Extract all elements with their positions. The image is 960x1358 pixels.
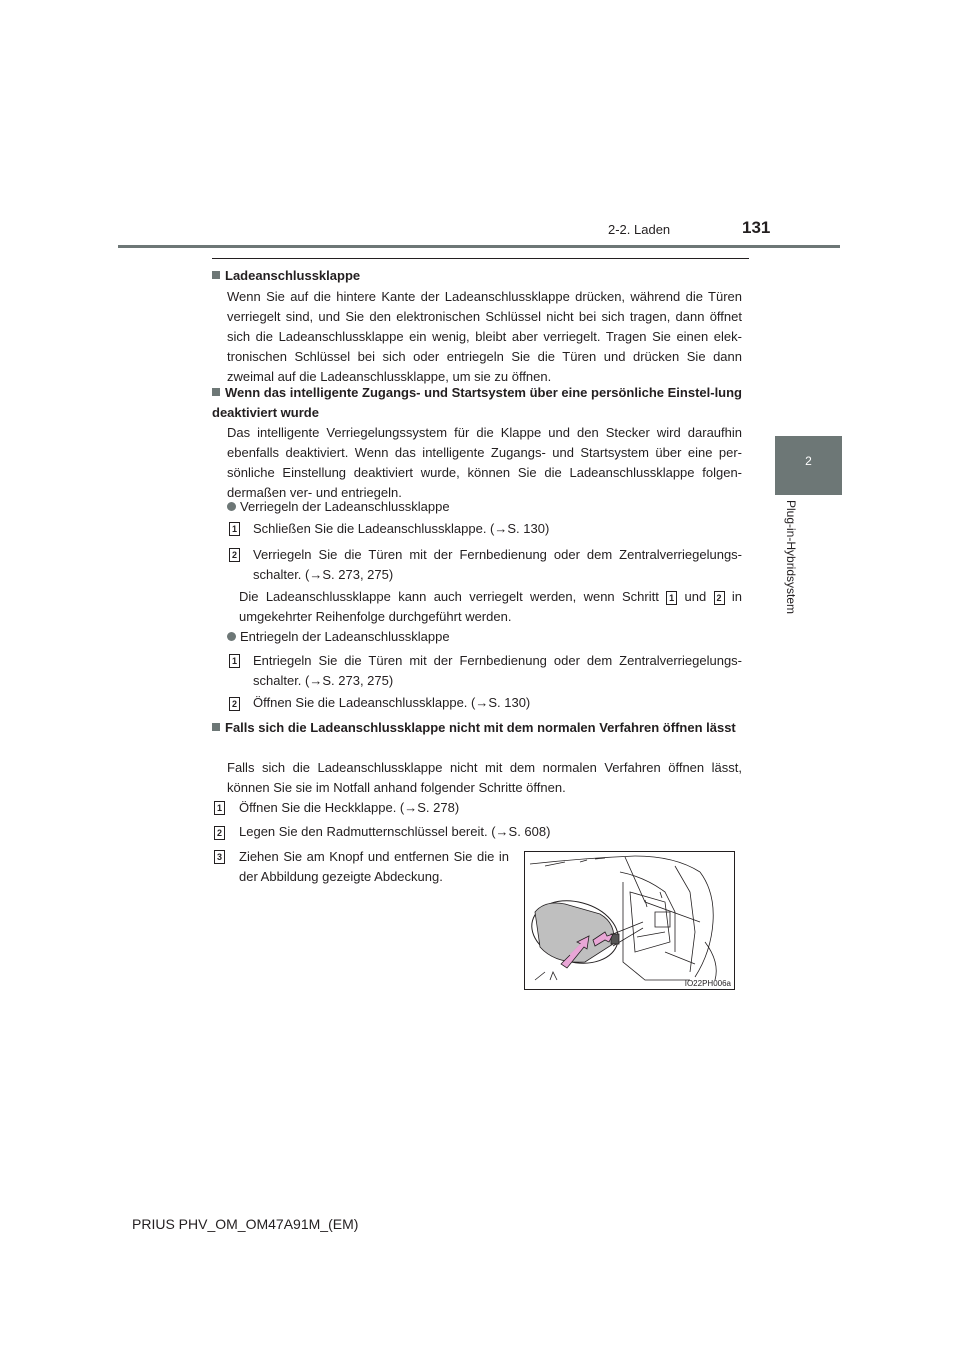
step-number: 2 — [214, 826, 225, 840]
square-bullet-icon — [212, 388, 220, 396]
chapter-title: Plug-in-Hybridsystem — [784, 500, 798, 615]
step-number: 1 — [214, 801, 225, 815]
section-heading: Falls sich die Ladeanschlussklappe nicht mit dem normalen Verfahren öffnen lässt — [212, 718, 742, 738]
step-text: Legen Sie den Radmutternschlüssel bereit. (→S. 608) — [239, 824, 551, 839]
chapter-tab — [775, 436, 842, 495]
step-text: Öffnen Sie die Heckklappe. (→S. 278) — [239, 800, 460, 815]
section-heading: Ladeanschlussklappe — [212, 266, 752, 286]
chapter-number: 2 — [805, 454, 812, 468]
step-number: 1 — [666, 591, 677, 605]
step-number: 1 — [229, 522, 240, 536]
step-text: Öffnen Sie die Ladeanschlussklappe. (→S. 130) — [253, 695, 531, 710]
square-bullet-icon — [212, 271, 220, 279]
step-text: Verriegeln Sie die Türen mit der Fernbedienung oder dem Zentralverriegelungs-schalter. (→S. 273, 275) — [253, 547, 742, 582]
square-bullet-icon — [212, 723, 220, 731]
header-rule — [118, 245, 840, 248]
step-note: Die Ladeanschlussklappe kann auch verriegelt werden, wenn Schritt 1 und 2 in umgekehrter Reihenfolge durchgeführt werden. — [239, 589, 742, 624]
figure-code: IO22PH006a — [684, 979, 731, 988]
sub-heading: Verriegeln der Ladeanschlussklappe — [227, 497, 742, 517]
section-heading: Wenn das intelligente Zugangs- und Startsystem über eine persönliche Einstel-lung deaktiviert wurde — [212, 385, 742, 420]
section-body: Das intelligente Verriegelungssystem für die Klappe und den Stecker wird daraufhin ebenfalls deaktiviert. Wenn das intelligente Zugangs- und Startsystem über eine per-sönliche Einstellung deaktiviert wurde, können Sie die Ladeanschlussklappe folgen-dermaßen ver- und entriegeln. — [227, 425, 742, 500]
step-text: Entriegeln Sie die Türen mit der Fernbedienung oder dem Zentralverriegelungs-schalter. (→S. 273, 275) — [253, 653, 742, 688]
trunk-illustration — [524, 851, 735, 990]
document-footer: PRIUS PHV_OM_OM47A91M_(EM) — [132, 1216, 359, 1232]
header-section: 2-2. Laden — [608, 222, 671, 237]
page-number: 131 — [742, 218, 771, 237]
content-rule — [212, 258, 749, 259]
sub-heading: Entriegeln der Ladeanschlussklappe — [227, 627, 742, 647]
section-body: Wenn Sie auf die hintere Kante der Ladeanschlussklappe drücken, während die Türen verriegelt sind, und Sie den elektronischen Schlüssel nicht bei sich tragen, dann öffnet sich die Ladeanschlussklappe ein wenig, bleibt aber verriegelt. Tragen Sie einen elek-tronischen Schlüssel bei sich oder entriegeln Sie die Türen und drücken Sie dann zweimal auf die Ladeanschlussklappe, um sie zu öffnen. — [227, 289, 742, 384]
step-number: 2 — [229, 697, 240, 711]
section-body: Falls sich die Ladeanschlussklappe nicht mit dem normalen Verfahren öffnen lässt, können Sie sie im Notfall anhand folgender Schritte öffnen. — [227, 760, 742, 795]
step-number: 2 — [714, 591, 725, 605]
step-number: 1 — [229, 654, 240, 668]
step-text: Ziehen Sie am Knopf und entfernen Sie die in der Abbildung gezeigte Abdeckung. — [239, 849, 509, 884]
circle-bullet-icon — [227, 632, 236, 641]
trunk-drawing — [525, 852, 734, 989]
circle-bullet-icon — [227, 502, 236, 511]
step-text: Schließen Sie die Ladeanschlussklappe. (→S. 130) — [253, 521, 550, 536]
step-number: 3 — [214, 850, 225, 864]
step-number: 2 — [229, 548, 240, 562]
